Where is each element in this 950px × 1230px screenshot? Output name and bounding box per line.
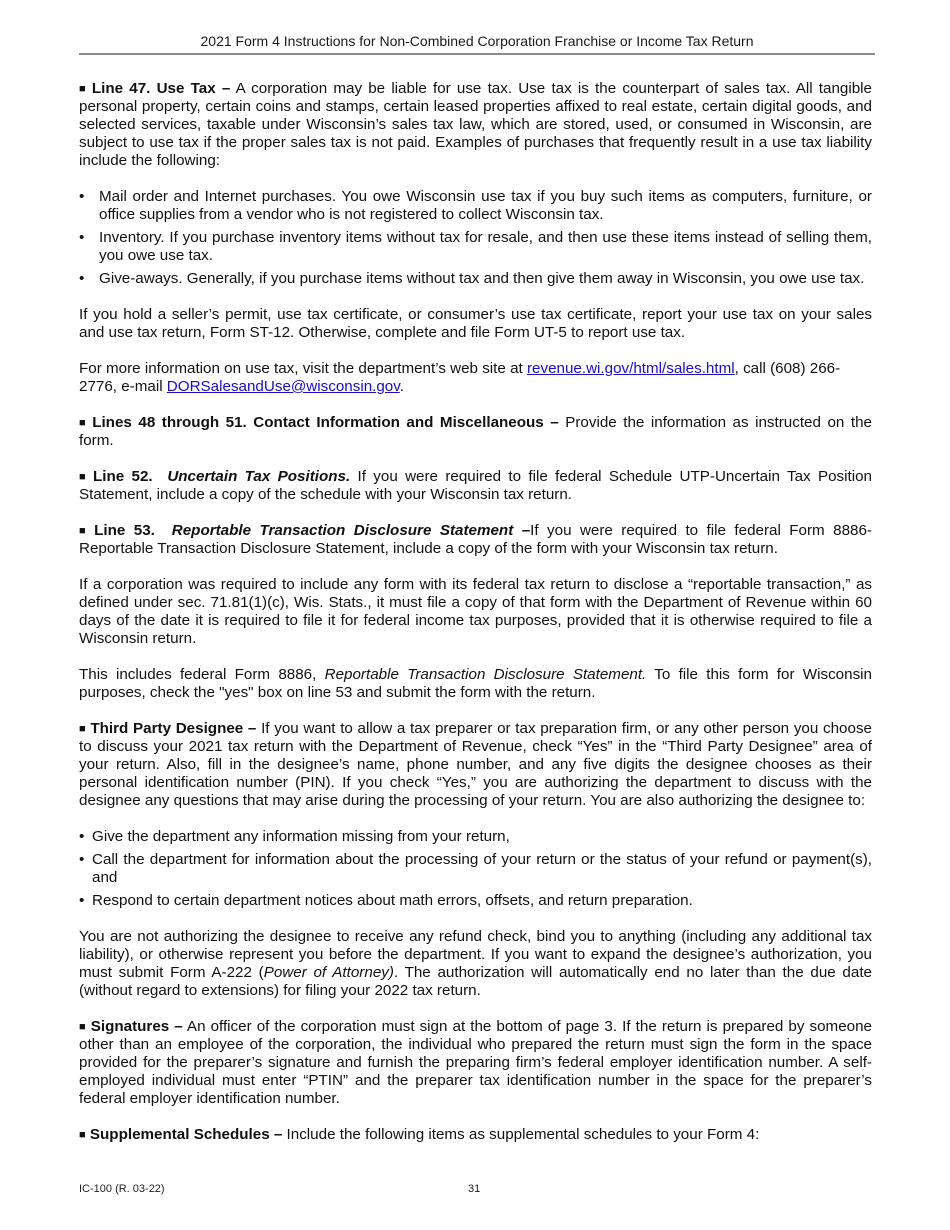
form-8886-paragraph: This includes federal Form 8886, Reportable Transaction Disclosure Statement. To file this form for Wisconsin purposes, check the "yes" box on line 53 and submit the form with the return. bbox=[79, 666, 872, 701]
line53-heading-italic: Reportable Transaction Disclosure Statement – bbox=[171, 522, 531, 539]
square-bullet-icon: ■ bbox=[79, 723, 86, 735]
sellers-permit-paragraph: If you hold a seller’s permit, use tax certificate, or consumer’s use tax certificate, report your use tax on your sales and use tax return, Form ST-12. Otherwise, complete and file Form UT-5 to report use tax. bbox=[79, 306, 872, 341]
third-party-heading: Third Party Designee – bbox=[90, 720, 257, 737]
list-item: • Call the department for information about the processing of your return or the status of your refund or payment(s), and bbox=[79, 851, 872, 887]
line53-paragraph: ■ Line 53. Reportable Transaction Disclosure Statement –If you were required to file federal Form 8886-Reportable Transaction Disclosure Statement, include a copy of the form with your Wisconsin tax return. bbox=[79, 522, 872, 557]
list-item: • Inventory. If you purchase inventory items without tax for resale, and then use these items instead of selling them, you owe use tax. bbox=[79, 229, 872, 265]
more-info-paragraph: For more information on use tax, visit the department’s web site at revenue.wi.gov/html/sales.html, call (608) 266-2776, e-mail DORSalesandUse@wisconsin.gov. bbox=[79, 360, 841, 395]
line52-heading: Line 52. bbox=[92, 468, 153, 485]
square-bullet-icon: ■ bbox=[79, 1021, 86, 1033]
square-bullet-icon: ■ bbox=[79, 417, 86, 429]
third-party-paragraph: ■ Third Party Designee – If you want to allow a tax preparer or tax preparation firm, or any other person you choose to discuss your 2021 tax return with the Department of Revenue, check “Yes” in the “Third Party Designee” area of your return. Also, fill in the designee’s name, phone number, and any five digits the designee chooses as their personal identification number (PIN). If you check “Yes,” you are authorizing the department to discuss with the designee any questions that may arise during the processing of your return. You are also authorizing the designee to: bbox=[79, 720, 872, 809]
designee-limits-paragraph: You are not authorizing the designee to receive any refund check, bind you to anything (including any additional tax liability), or otherwise represent you before the department. If you want to expand the designee’s authorization, you must submit Form A-222 (Power of Attorney). The authorization will automatically end no later than the due date (without regard to extensions) for filing your 2022 tax return. bbox=[79, 928, 872, 999]
supplemental-paragraph: ■ Supplemental Schedules – Include the following items as supplemental schedules to your Form 4: bbox=[79, 1126, 760, 1143]
square-bullet-icon: ■ bbox=[79, 471, 86, 483]
lines48-51-paragraph: ■ Lines 48 through 51. Contact Information and Miscellaneous – Provide the information as instructed on the form. bbox=[79, 414, 872, 449]
line52-heading-italic: Uncertain Tax Positions. bbox=[167, 468, 351, 485]
square-bullet-icon: ■ bbox=[79, 525, 86, 537]
signatures-heading: Signatures – bbox=[90, 1018, 183, 1035]
list-item: • Give-aways. Generally, if you purchase items without tax and then give them away in Wisconsin, you owe use tax. bbox=[79, 270, 872, 288]
list-item: • Give the department any information missing from your return, bbox=[79, 828, 872, 846]
list-item: • Mail order and Internet purchases. You owe Wisconsin use tax if you buy such items as computers, furniture, or office supplies from a vendor who is not registered to collect Wisconsin tax. bbox=[79, 188, 872, 224]
line47-paragraph: ■ Line 47. Use Tax – A corporation may be liable for use tax. Use tax is the counterpart of sales tax. All tangible personal property, certain coins and stamps, certain leased properties affixed to real estate, certain digital goods, and selected services, taxable under Wisconsin’s sales tax law, which are stored, used, or consumed in Wisconsin, are subject to use tax if the proper sales tax is not paid. Examples of purchases that frequently result in a use tax liability include the following: bbox=[79, 80, 872, 169]
footer-form-id: IC-100 (R. 03-22) bbox=[79, 1183, 165, 1195]
reportable-transaction-paragraph: If a corporation was required to include any form with its federal tax return to disclose a “reportable transaction,” as defined under sec. 71.81(1)(c), Wis. Stats., it must file a copy of that form with the Department of Revenue within 60 days of the date it is required to file it for federal income tax purposes, provided that it is otherwise required to file a Wisconsin return. bbox=[79, 576, 872, 647]
supplemental-heading: Supplemental Schedules – bbox=[89, 1126, 283, 1143]
list-item: • Respond to certain department notices about math errors, offsets, and return preparation. bbox=[79, 892, 872, 910]
lines48-51-heading: Lines 48 through 51. Contact Information and Miscellaneous – bbox=[92, 414, 559, 431]
square-bullet-icon: ■ bbox=[79, 1129, 86, 1141]
line47-bullet-list bbox=[79, 188, 872, 288]
sales-email-link[interactable]: DORSalesandUse@wisconsin.gov bbox=[166, 378, 400, 395]
third-party-bullet-list bbox=[79, 828, 872, 910]
square-bullet-icon: ■ bbox=[79, 83, 86, 95]
line52-paragraph: ■ Line 52. Uncertain Tax Positions. If you were required to file federal Schedule UTP-Uncertain Tax Position Statement, include a copy of the schedule with your Wisconsin tax return. bbox=[79, 468, 872, 503]
line53-heading: Line 53. bbox=[94, 522, 155, 539]
sales-website-link[interactable]: revenue.wi.gov/html/sales.html bbox=[526, 360, 735, 377]
page-header-title: 2021 Form 4 Instructions for Non-Combined Corporation Franchise or Income Tax Return bbox=[200, 33, 754, 49]
line47-heading: Line 47. Use Tax – bbox=[91, 80, 231, 97]
document-body bbox=[79, 80, 872, 1162]
footer-page-number: 31 bbox=[468, 1183, 481, 1195]
signatures-paragraph: ■ Signatures – An officer of the corporation must sign at the bottom of page 3. If the return is prepared by someone other than an employee of the corporation, the individual who prepared the return must sign the form in the space provided for the preparer’s signature and furnish the preparing firm’s federal employer identification number. A self-employed individual must enter “PTIN” and the preparer tax identification number in the space for the preparer’s federal employer identification number. bbox=[79, 1018, 872, 1107]
header-divider bbox=[79, 53, 875, 55]
